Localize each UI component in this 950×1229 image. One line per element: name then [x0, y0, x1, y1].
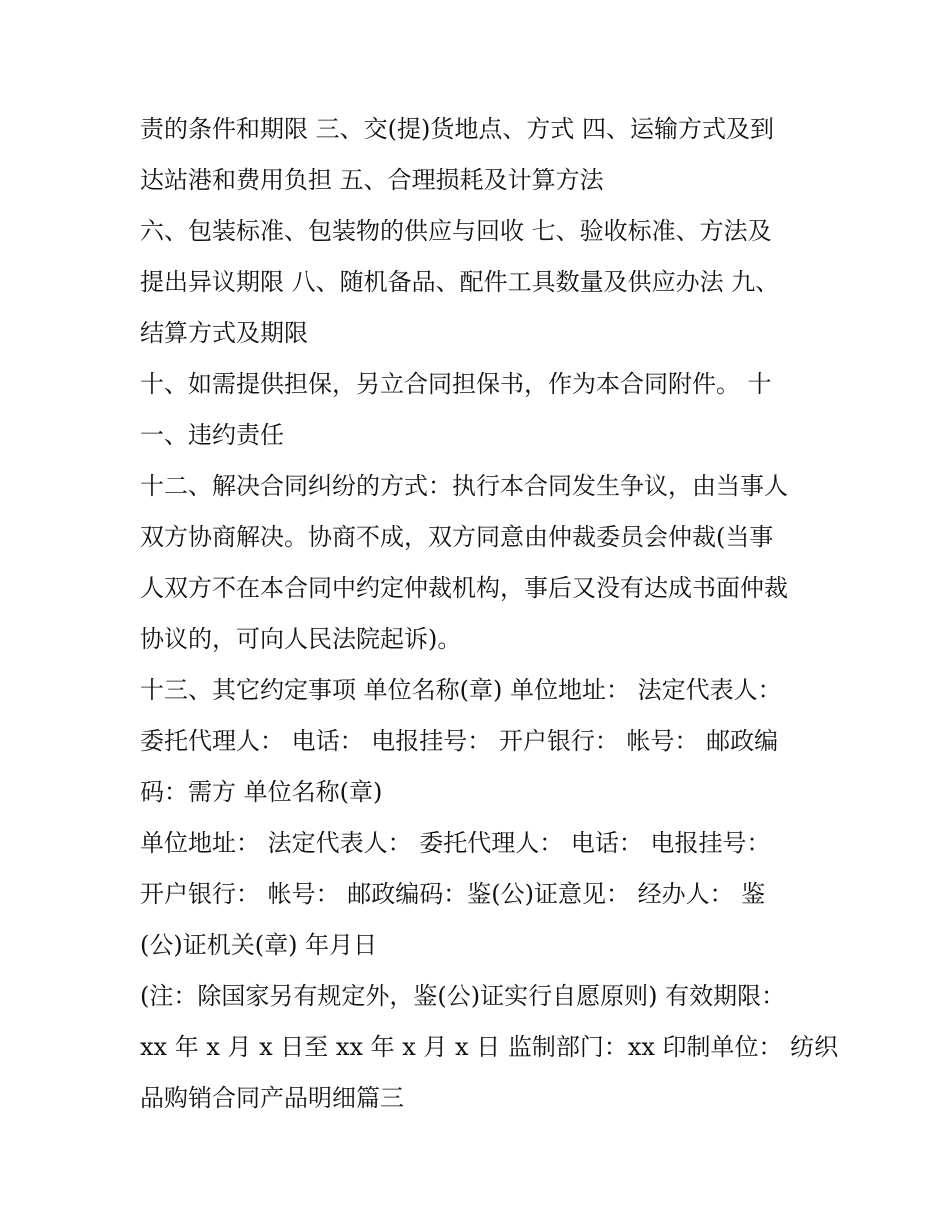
- text-line: (公)证机关(章) 年月日: [140, 931, 378, 959]
- text-line: 单位地址： 法定代表人： 委托代理人： 电话： 电报挂号：: [140, 829, 771, 857]
- text-line: 人双方不在本合同中约定仲裁机构，事后又没有达成书面仲裁: [140, 574, 788, 602]
- text-line: 码：需方 单位名称(章): [140, 778, 383, 806]
- text-line: 一、违约责任: [140, 421, 284, 449]
- document-body: [140, 104, 839, 1124]
- text-line: 开户银行： 帐号： 邮政编码：鉴(公)证意见： 经办人： 鉴: [140, 880, 766, 908]
- text-line: 责的条件和期限 三、交(提)货地点、方式 四、运输方式及到: [140, 115, 774, 143]
- text-line: 十二、解决合同纠纷的方式：执行本合同发生争议，由当事人: [140, 472, 788, 500]
- text-line: 六、包装标准、包装物的供应与回收 七、验收标准、方法及: [140, 217, 772, 245]
- text-line: 双方协商解决。协商不成，双方同意由仲裁委员会仲裁(当事: [140, 523, 774, 551]
- text-line: 提出异议期限 八、随机备品、配件工具数量及供应办法 九、: [140, 268, 780, 296]
- text-line: 达站港和费用负担 五、合理损耗及计算方法: [140, 166, 604, 194]
- text-line: 委托代理人： 电话： 电报挂号： 开户银行： 帐号： 邮政编: [140, 727, 779, 755]
- text-line: xx 年 x 月 x 日至 xx 年 x 月 x 日 监制部门：xx 印制单位： 纺织: [140, 1033, 839, 1061]
- text-line: 协议的，可向人民法院起诉)。: [140, 625, 462, 653]
- text-line: 十、如需提供担保，另立合同担保书，作为本合同附件。 十: [140, 370, 772, 398]
- text-line: 十三、其它约定事项 单位名称(章) 单位地址： 法定代表人：: [140, 676, 782, 704]
- text-line: 结算方式及期限: [140, 319, 308, 347]
- text-line: 品购销合同产品明细篇三: [140, 1084, 404, 1112]
- text-line: (注：除国家另有规定外，鉴(公)证实行自愿原则) 有效期限：: [140, 982, 786, 1010]
